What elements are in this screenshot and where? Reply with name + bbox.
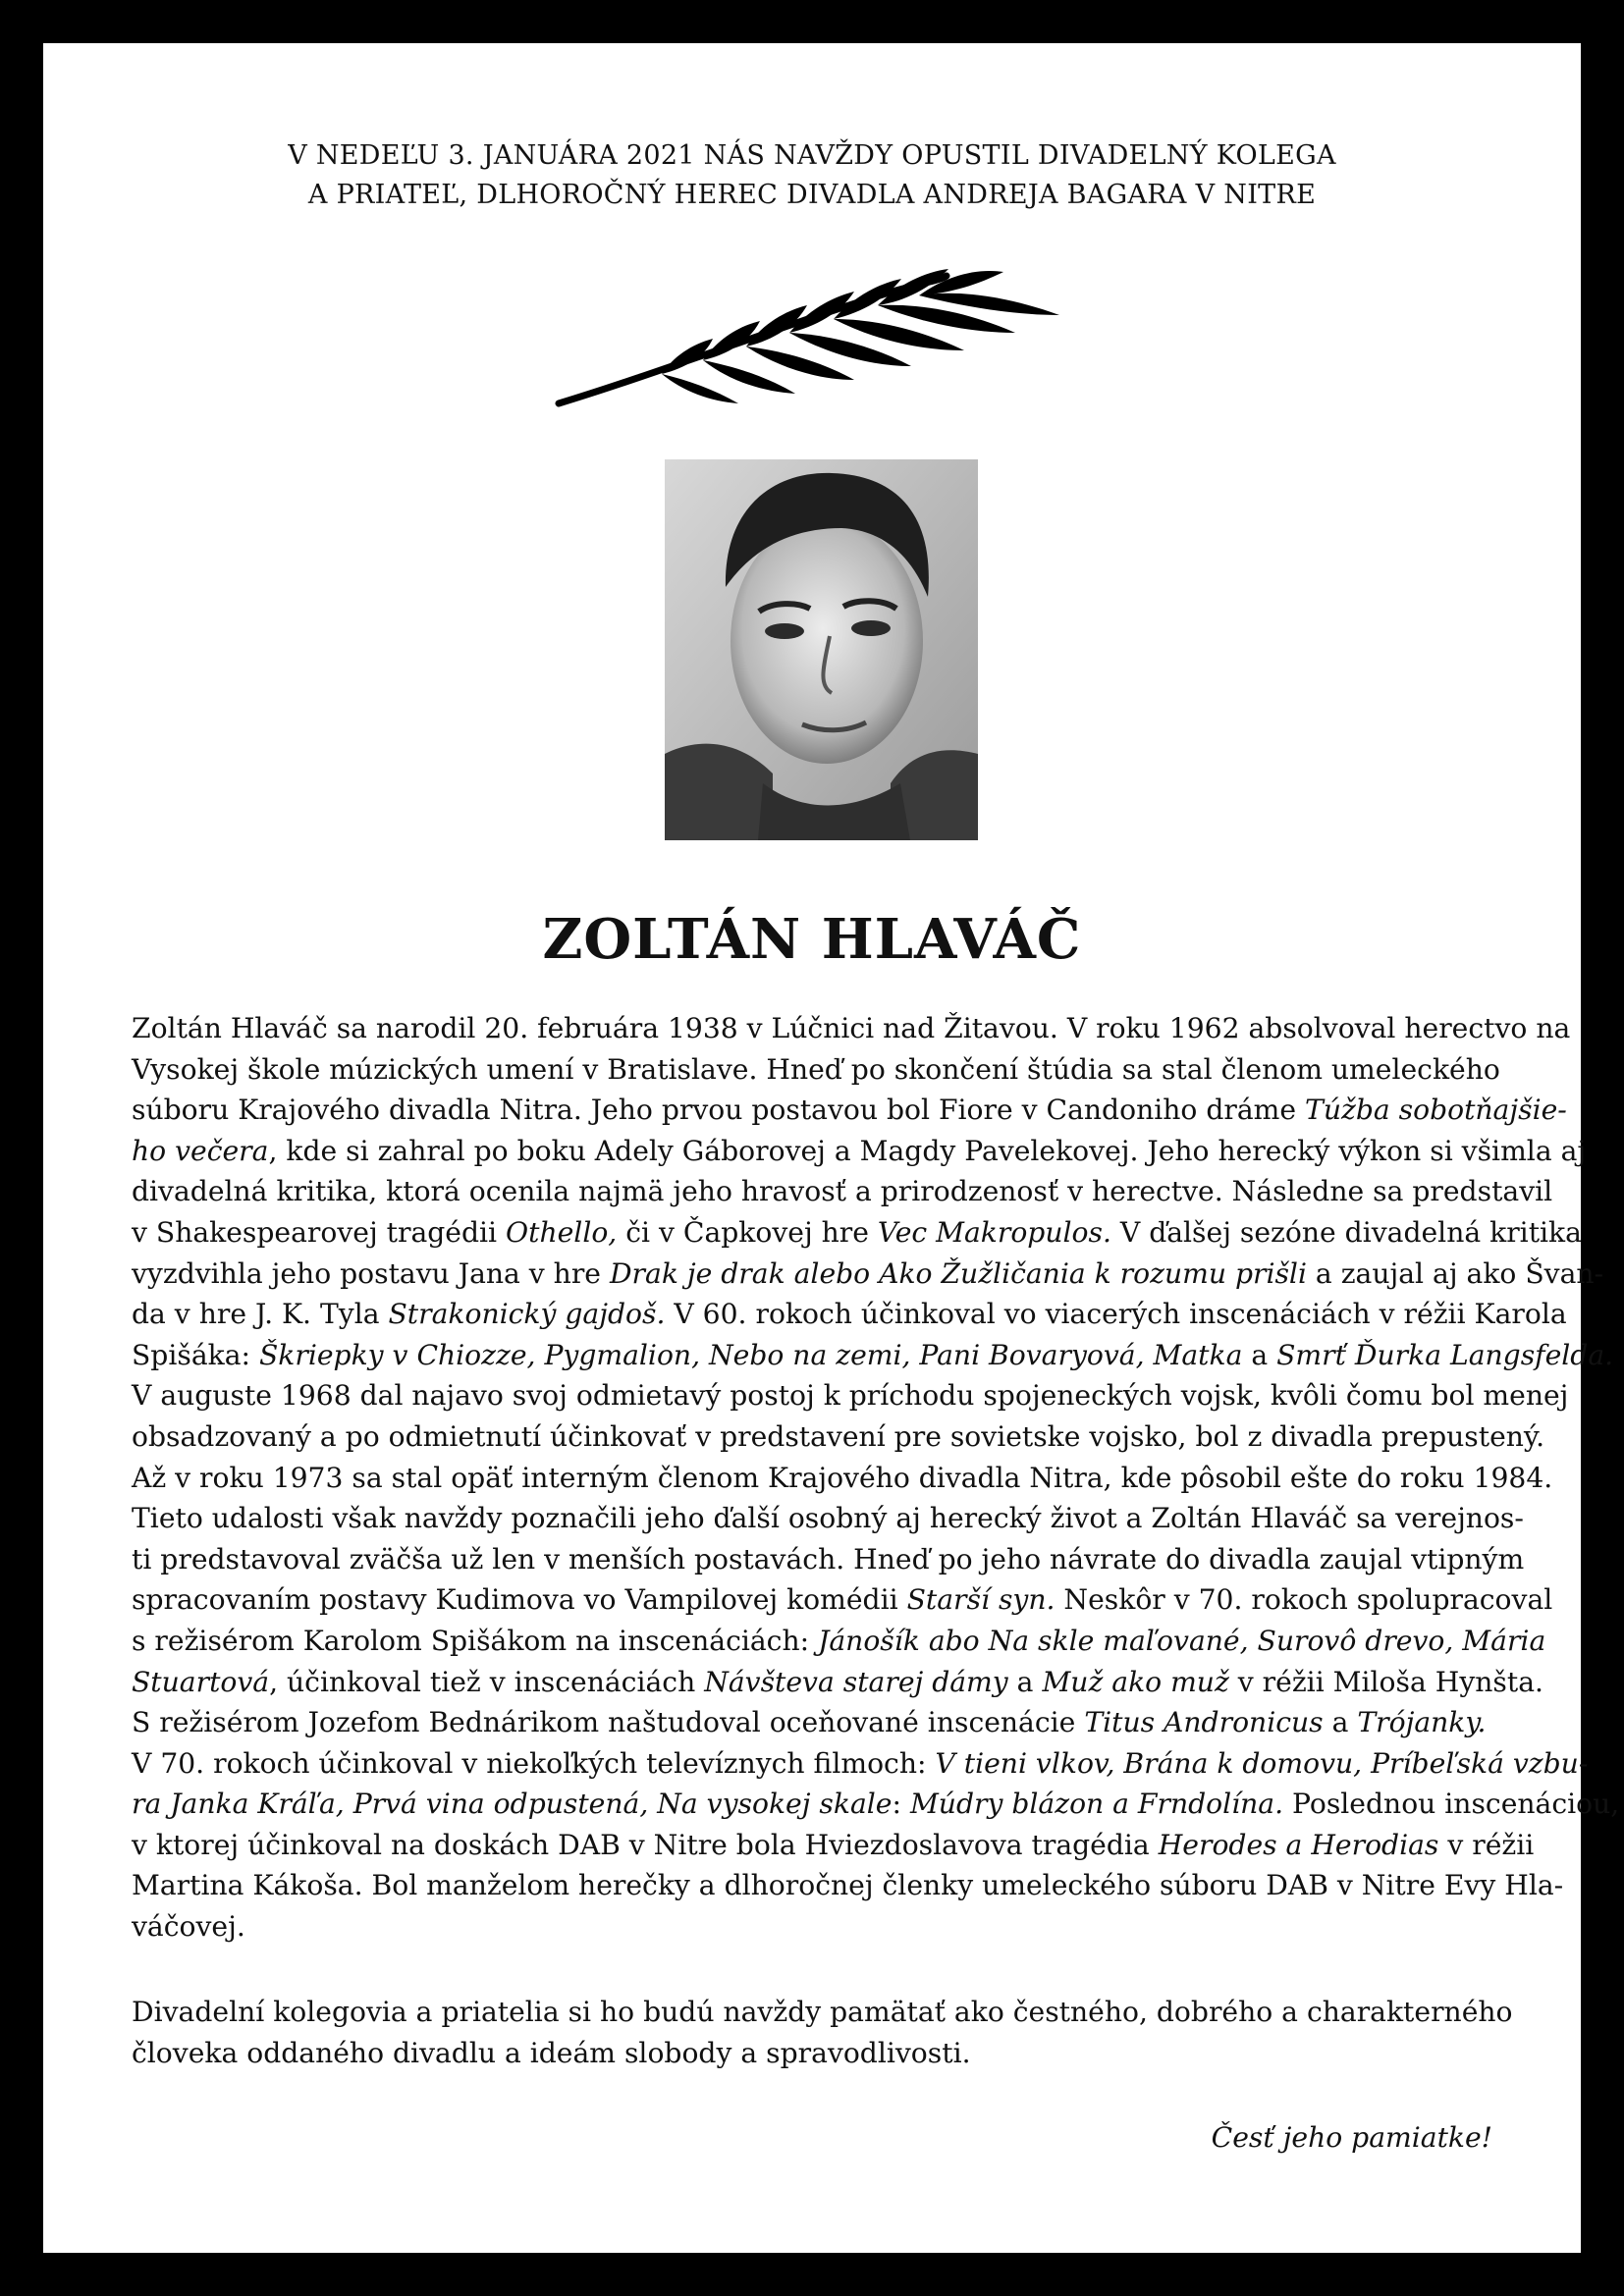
bio-line: obsadzovaný a po odmietnutí účinkovať v predstavení pre sovietske vojsko, bol z divadla prepustený. bbox=[132, 1419, 1545, 1453]
bio-line: vyzdvihla jeho postavu Jana v hre Drak je drak alebo Ako Žužličania k rozumu prišli a zaujal aj ako Švan- bbox=[132, 1256, 1604, 1290]
bio-line: spracovaním postavy Kudimova vo Vampilovej komédii Starší syn. Neskôr v 70. rokoch spolupracoval bbox=[132, 1583, 1553, 1617]
biography-text bbox=[132, 1008, 1620, 1948]
signoff-text: Česť jeho pamiatke! bbox=[1211, 2121, 1492, 2154]
bio-line: Až v roku 1973 sa stal opäť interným členom Krajového divadla Nitra, kde pôsobil ešte do roku 1984. bbox=[132, 1461, 1553, 1494]
bio-line: v ktorej účinkoval na doskách DAB v Nitre bola Hviezdoslavova tragédia Herodes a Herodias v réžii bbox=[132, 1828, 1535, 1861]
palm-branch-icon bbox=[554, 264, 1074, 411]
bio-line: V 70. rokoch účinkoval v niekoľkých televíznych filmoch: V tieni vlkov, Brána k domovu, Príbeľská vzbu- bbox=[132, 1746, 1589, 1780]
bio-line: Stuartová, účinkoval tiež v inscenáciách Návšteva starej dámy a Muž ako muž v réžii Miloša Hynšta. bbox=[132, 1665, 1543, 1698]
deceased-name: ZOLTÁN HLAVÁČ bbox=[542, 907, 1082, 972]
bio-line: da v hre J. K. Tyla Strakonický gajdoš. V 60. rokoch účinkoval vo viacerých inscenáciách v réžii Karola bbox=[132, 1298, 1567, 1331]
bio-line: s režisérom Karolom Spišákom na inscenáciách: Jánošík abo Na skle maľované, Surovô drevo, Mária bbox=[132, 1624, 1546, 1657]
bio-line: Vysokej škole múzických umení v Bratislave. Hneď po skončení štúdia sa stal členom umeleckého bbox=[132, 1052, 1500, 1086]
announcement-header bbox=[43, 136, 1581, 215]
bio-line: Spišáka: Škriepky v Chiozze, Pygmalion, Nebo na zemi, Pani Bovaryová, Matka a Smrť Ďurka Langsfelda. bbox=[132, 1338, 1614, 1371]
obituary-page bbox=[43, 43, 1620, 2253]
bio-line: ho večera, kde si zahral po boku Adely Gáborovej a Magdy Pavelekovej. Jeho herecký výkon si všimla aj bbox=[132, 1134, 1587, 1167]
bio-line: v Shakespearovej tragédii Othello, či v Čapkovej hre Vec Makropulos. V ďalšej sezóne divadelná kritika bbox=[132, 1215, 1582, 1249]
closing-paragraph bbox=[132, 1992, 1513, 2073]
bio-line: ra Janka Kráľa, Prvá vina odpustená, Na vysokej skale: Múdry blázon a Frndolína. Poslednou inscenáciou, bbox=[132, 1788, 1620, 1821]
portrait-photo bbox=[665, 459, 978, 840]
header-line-2: A PRIATEĽ, DLHOROČNÝ HEREC DIVADLA ANDREJA BAGARA V NITRE bbox=[307, 180, 1317, 210]
bio-line: S režisérom Jozefom Bednárikom naštudoval oceňované inscenácie Titus Andronicus a Trójanky. bbox=[132, 1706, 1487, 1739]
closing-line: človeka oddaného divadlu a ideám slobody a spravodlivosti. bbox=[132, 2036, 971, 2069]
bio-line: súboru Krajového divadla Nitra. Jeho prvou postavou bol Fiore v Candoniho dráme Túžba sobotňajšie- bbox=[132, 1094, 1567, 1127]
bio-line: Zoltán Hlaváč sa narodil 20. februára 1938 v Lúčnici nad Žitavou. V roku 1962 absolvoval herectvo na bbox=[132, 1012, 1571, 1044]
bio-line: Tieto udalosti však navždy poznačili jeho ďalší osobný aj herecký život a Zoltán Hlaváč sa verejnos- bbox=[132, 1502, 1524, 1535]
bio-line: váčovej. bbox=[132, 1910, 245, 1944]
bio-line: divadelná kritika, ktorá ocenila najmä jeho hravosť a prirodzenosť v herectve. Následne sa predstavil bbox=[132, 1175, 1553, 1208]
closing-line: Divadelní kolegovia a priatelia si ho budú navždy pamätať ako čestného, dobrého a charakterného bbox=[132, 1996, 1513, 2028]
bio-line: V auguste 1968 dal najavo svoj odmietavý postoj k príchodu spojeneckých vojsk, kvôli čomu bol menej bbox=[132, 1379, 1569, 1413]
bio-line: ti predstavoval zväčša už len v menších postavách. Hneď po jeho návrate do divadla zaujal vtipným bbox=[132, 1542, 1525, 1575]
header-line-1: V NEDEĽU 3. JANUÁRA 2021 NÁS NAVŽDY OPUSTIL DIVADELNÝ KOLEGA bbox=[288, 140, 1336, 171]
bio-line: Martina Kákoša. Bol manželom herečky a dlhoročnej členky umeleckého súboru DAB v Nitre Evy Hla- bbox=[132, 1869, 1564, 1902]
